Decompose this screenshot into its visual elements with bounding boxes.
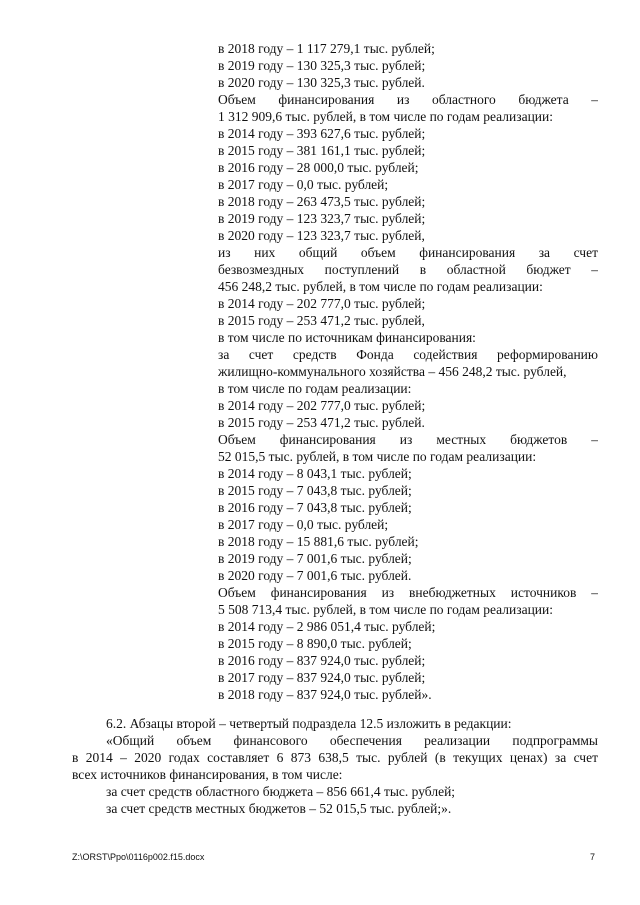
funding-line: Объем финансирования из областного бюджета – [218,92,598,107]
funding-line: в 2018 году – 837 924,0 тыс. рублей». [218,687,432,702]
funding-line: в 2019 году – 130 325,3 тыс. рублей; [218,58,426,73]
funding-line: в 2016 году – 28 000,0 тыс. рублей; [218,160,419,175]
funding-line: 5 508 713,4 тыс. рублей, в том числе по годам реализации: [218,602,554,617]
funding-line: 1 312 909,6 тыс. рублей, в том числе по годам реализации: [218,109,554,124]
funding-line: в 2015 году – 8 890,0 тыс. рублей; [218,636,412,651]
funding-line: 456 248,2 тыс. рублей, в том числе по годам реализации: [218,279,543,294]
footer-file-path: Z:\ORST\Ppo\0116p002.f15.docx [72,852,205,862]
funding-line: в 2017 году – 0,0 тыс. рублей; [218,517,389,532]
funding-line: безвозмездных поступлений в областной бюджет – [218,262,598,277]
funding-line: в 2018 году – 263 473,5 тыс. рублей; [218,194,426,209]
funding-line: из них общий объем финансирования за счет [218,245,598,260]
funding-line: в 2014 году – 202 777,0 тыс. рублей; [218,296,426,311]
funding-line: Объем финансирования из местных бюджетов – [218,432,598,447]
funding-line: в 2019 году – 7 001,6 тыс. рублей; [218,551,412,566]
funding-line: в 2014 году – 2 986 051,4 тыс. рублей; [218,619,436,634]
funding-line: в 2016 году – 837 924,0 тыс. рублей; [218,653,426,668]
funding-line: за счет средств Фонда содействия реформированию [218,347,598,362]
funding-line: в 2020 году – 123 323,7 тыс. рублей, [218,228,425,243]
amendment-line: за счет средств областного бюджета – 856 661,4 тыс. рублей; [106,784,456,799]
funding-line: в 2018 году – 15 881,6 тыс. рублей; [218,534,419,549]
funding-list-column [218,40,598,703]
amendment-line: 6.2. Абзацы второй – четвертый подраздела 12.5 изложить в редакции: [106,716,512,731]
funding-line: в 2017 году – 837 924,0 тыс. рублей; [218,670,426,685]
funding-line: в 2014 году – 202 777,0 тыс. рублей; [218,398,426,413]
funding-line: в 2015 году – 253 471,2 тыс. рублей. [218,415,425,430]
funding-line: в 2020 году – 130 325,3 тыс. рублей. [218,75,425,90]
funding-line: в 2020 году – 7 001,6 тыс. рублей. [218,568,412,583]
funding-line: жилищно-коммунального хозяйства – 456 248,2 тыс. рублей, [218,364,567,379]
amendment-line: за счет средств местных бюджетов – 52 015,5 тыс. рублей;». [106,801,452,816]
funding-line: в 2015 году – 253 471,2 тыс. рублей, [218,313,425,328]
funding-line: в 2019 году – 123 323,7 тыс. рублей; [218,211,426,226]
amendment-line: «Общий объем финансового обеспечения реализации подпрограммы [106,733,598,748]
funding-line: в 2014 году – 8 043,1 тыс. рублей; [218,466,412,481]
amendment-line: всех источников финансирования, в том числе: [72,767,343,782]
funding-line: Объем финансирования из внебюджетных источников – [218,585,598,600]
funding-line: в 2018 году – 1 117 279,1 тыс. рублей; [218,41,435,56]
funding-line: в том числе по источникам финансирования: [218,330,476,345]
footer-page-number: 7 [590,852,596,862]
funding-line: в 2014 году – 393 627,6 тыс. рублей; [218,126,426,141]
funding-line: в 2017 году – 0,0 тыс. рублей; [218,177,389,192]
funding-line: в 2016 году – 7 043,8 тыс. рублей; [218,500,412,515]
funding-line: в 2015 году – 7 043,8 тыс. рублей; [218,483,412,498]
funding-line: 52 015,5 тыс. рублей, в том числе по годам реализации: [218,449,537,464]
funding-line: в том числе по годам реализации: [218,381,412,396]
amendment-paragraph [72,715,598,817]
funding-line: в 2015 году – 381 161,1 тыс. рублей; [218,143,426,158]
amendment-line: в 2014 – 2020 годах составляет 6 873 638,5 тыс. рублей (в текущих ценах) за счет [72,750,598,765]
